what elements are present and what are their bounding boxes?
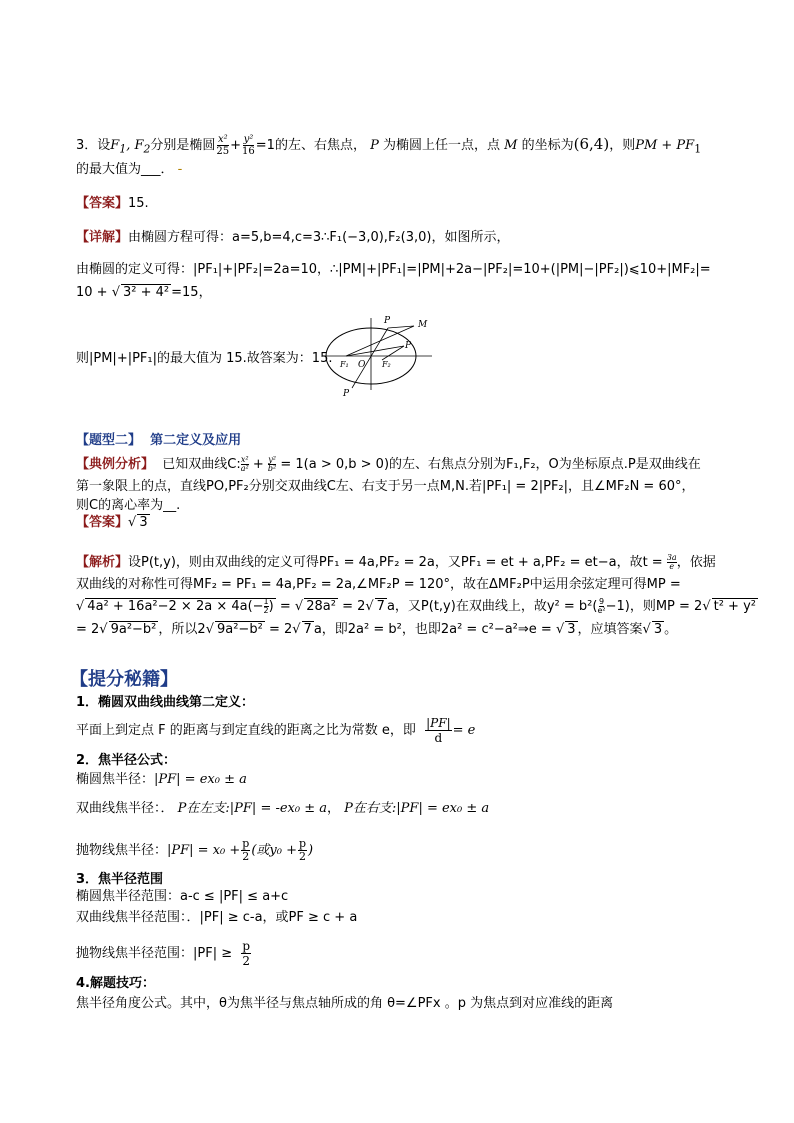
- text: 的左、右焦点，: [274, 138, 366, 153]
- text: 双曲线的对称性可得MF₂ = PF₁ = 4a,PF₂ = 2a,∠MF₂P = 120°，故在ΔMF₂P中运用余弦定理可得MP =: [76, 577, 681, 592]
- coordinate: (6,4): [573, 135, 610, 153]
- denominator: 2: [242, 850, 250, 863]
- text: 由椭圆的定义可得：|PF₁|+|PF₂|=2a=10，∴|PM|+|PF₁|=|PM|+2a−|PF₂|=10+(|PM|−|PF₂|)⩽10+|MF₂|=: [76, 262, 711, 277]
- denominator: 2: [263, 606, 269, 615]
- answer-label: 【答案】: [76, 515, 129, 530]
- fraction-x: [241, 456, 249, 473]
- secrets-heading: 【提分秘籍】: [70, 669, 178, 690]
- radicand: 3² + 4²: [123, 285, 170, 300]
- s3-title: 3．焦半径范围: [76, 872, 164, 887]
- denominator: a²: [240, 464, 249, 473]
- fraction: [667, 554, 677, 571]
- s4-title: 4.解题技巧：: [76, 976, 155, 991]
- radicand: 9a²−b²: [216, 622, 263, 637]
- text: 则|PM|+|PF₁|的最大值为 15.故答案为：15.: [76, 351, 333, 366]
- text: 。: [664, 622, 678, 637]
- ellipse-figure: [322, 310, 434, 400]
- denominator: b²: [267, 464, 277, 473]
- numerator: x²: [217, 134, 228, 145]
- denominator: 25: [216, 146, 230, 157]
- fraction-y: [268, 456, 276, 473]
- s2-ellipse: [76, 770, 247, 790]
- denominator: e: [669, 562, 675, 571]
- denominator: 2: [242, 954, 251, 968]
- s1-title: 1．椭圆双曲线曲线第二定义：: [76, 695, 255, 710]
- text: 双曲线焦半径：．: [76, 801, 174, 816]
- radicand: 4a² + 16a²−2 × 2a × 4a(−: [87, 599, 264, 614]
- s1-text: [76, 716, 475, 745]
- answer-line: [76, 194, 149, 214]
- formula-left: P在左支:|PF| = -ex₀ ± a: [177, 801, 328, 816]
- s4-text: 焦半径角度公式。其中，θ为焦半径与焦点轴所成的角 θ=∠PFx 。p 为焦点到对应准线的距离: [76, 996, 614, 1011]
- formula: (或y₀ +: [251, 843, 297, 858]
- numerator: p: [298, 837, 307, 850]
- radicand: 7: [303, 622, 312, 637]
- detail-line4: [76, 349, 332, 369]
- formula-right: P在右支:|PF| = ex₀ ± a: [344, 801, 490, 816]
- s2-hyperbola: [76, 799, 489, 819]
- type-2-heading: [76, 431, 241, 451]
- denominator: 16: [242, 146, 255, 157]
- text: ，所以2: [158, 622, 206, 637]
- s2-parabola: [76, 838, 313, 863]
- expression: PM + PF: [635, 138, 695, 153]
- analysis-line1: [76, 553, 716, 573]
- detail-line2: [76, 260, 711, 280]
- fraction-p2: [241, 838, 250, 863]
- answer-value: 3: [139, 515, 148, 530]
- text: 椭圆焦半径：: [76, 772, 155, 787]
- point-m: M: [504, 138, 518, 153]
- text: = 1(a > 0,b > 0)的左、右焦点分别为F₁,F₂，O为坐标原点.P是双曲线在: [280, 457, 701, 472]
- s3-parabola: [76, 939, 252, 968]
- text: 为椭圆上任一点，点: [383, 138, 501, 153]
- text: 分别是椭圆: [150, 138, 216, 153]
- focus-f: F: [110, 138, 120, 153]
- fraction-x: [216, 134, 229, 157]
- question-3-line2: [76, 160, 182, 180]
- type-label: 【题型二】: [76, 433, 142, 448]
- figure-label-o: O: [358, 360, 366, 370]
- s3-ellipse: 椭圆焦半径范围：a-c ≤ |PF| ≤ a+c: [76, 889, 289, 904]
- answer-value: 15.: [128, 196, 149, 211]
- text: ，则: [609, 138, 636, 153]
- numerator: y²: [243, 134, 254, 145]
- text: =: [279, 599, 291, 614]
- radicand: 7: [376, 599, 385, 614]
- radicand: t² + y²: [713, 599, 756, 614]
- radicand: 3: [653, 622, 663, 637]
- text: 已知双曲线C:: [162, 457, 241, 472]
- text: ，应填答案: [577, 622, 643, 637]
- example-label: 【典例分析】: [76, 457, 155, 472]
- text: = e: [452, 723, 476, 738]
- text: 的最大值为___．: [76, 162, 174, 177]
- analysis-line3: √ 4a² + 16a²−2 × 2a × 4a(− $\frac{1}{2}$ ) = √ 28a² = 2√ 7 a，又P(t,y)在双曲线上，故y² = b²( $\frac{9}{\text{e²}}$ −1)，则MP = 2√ t² + y²: [76, 597, 756, 615]
- fraction-pf-d: [425, 716, 452, 745]
- text: 则C的离心率为__.: [76, 498, 181, 513]
- figure-label-p-top: P: [384, 316, 391, 326]
- text: = 2: [76, 622, 100, 637]
- s3-hyperbola: 双曲线焦半径范围：．|PF| ≥ c-a，或PF ≥ c + a: [76, 910, 358, 925]
- text: =15，: [171, 285, 212, 300]
- numerator: p: [242, 837, 250, 850]
- text: 抛物线焦半径范围：|PF| ≥: [76, 946, 233, 961]
- figure-label-p-bottom: P: [343, 389, 350, 399]
- type-title: 第二定义及应用: [150, 433, 242, 448]
- radicand: 3: [567, 622, 576, 637]
- analysis-label: 【解析】: [76, 555, 129, 570]
- text: −1)，则MP = 2: [605, 599, 703, 614]
- detail-label: 【详解】: [76, 230, 129, 245]
- numerator: 1: [263, 597, 269, 606]
- example-line2: [76, 477, 695, 497]
- figure-label-m: M: [418, 320, 428, 330]
- detail-line3: 10 + √ 3² + 4² =15，: [76, 285, 212, 300]
- text: a，又P(t,y)在双曲线上，故y² = b²(: [386, 599, 598, 614]
- text: 的坐标为: [521, 138, 574, 153]
- question-3-line1: 3．设$F_1$, $F_2$分别是椭圆 $\frac{\text{x²}}{25}$ + $\frac{\text{y²}}{16}$ =1的左、右焦点， P 为椭圆上任一点，点 M 的坐标为(6,4)，则PM + $PF_1$: [76, 134, 702, 157]
- denominator: e²: [597, 606, 606, 615]
- focus-f: F: [134, 138, 144, 153]
- formula: |PF| = ex₀ ± a: [154, 772, 247, 787]
- point-p: P: [370, 138, 379, 153]
- numerator: y²: [268, 455, 276, 464]
- text: 第一象限上的点，直线PO,PF₂分别交双曲线C左、右支于另一点M,N.若|PF₁| = 2|PF₂|，且∠MF₂N = 60°，: [76, 479, 695, 494]
- text: ，: [327, 801, 341, 816]
- fraction-p2: [241, 939, 251, 968]
- text: 平面上到定点 F 的距离与到定直线的距离之比为常数 e，即: [76, 723, 416, 738]
- text: 设P(t,y)，则由双曲线的定义可得PF₁ = 4a,PF₂ = 2a，又PF₁ = et + a,PF₂ = et−a，故t =: [128, 555, 663, 570]
- radicand: 28a²: [306, 599, 336, 614]
- numerator: x²: [240, 455, 249, 464]
- fraction-p2: [298, 838, 307, 863]
- figure-label-f1: F₁: [340, 360, 349, 369]
- mark: -: [177, 162, 183, 177]
- analysis-line4: = 2√ 9a²−b² ，所以2√ 9a²−b² = 2√ 7 a，即2a² = b²，也即2a² = c²−a²⇒e = √ 3 ，应填答案√ 3 。: [76, 622, 678, 637]
- s2-title: 2．焦半径公式：: [76, 753, 177, 768]
- formula: |PF| = x₀ +: [167, 843, 241, 858]
- fraction-y: [242, 134, 255, 157]
- text: =1: [255, 138, 275, 153]
- text: ): [308, 843, 314, 858]
- detail-line1: [76, 228, 509, 248]
- numerator: p: [242, 939, 251, 953]
- text: 10 +: [76, 285, 108, 300]
- text: 由椭圆方程可得：a=5,b=4,c=3∴F₁(−3,0),F₂(3,0)，如图所示，: [128, 230, 510, 245]
- text: = 2: [342, 599, 366, 614]
- question-number: 3．设: [76, 138, 111, 153]
- figure-label-p-right: P: [405, 341, 412, 351]
- fraction: [597, 598, 605, 615]
- denominator: d: [434, 731, 443, 745]
- text: ，依据: [676, 555, 716, 570]
- denominator: 2: [299, 850, 306, 863]
- numerator: |PF|: [426, 716, 451, 730]
- text: a，即2a² = b²，也即2a² = c²−a²⇒e =: [313, 622, 552, 637]
- radicand: 9a²−b²: [110, 622, 157, 637]
- example-line1: 【典例分析】 已知双曲线C: $\frac{\text{x²}}{\text{a²}}$ + $\frac{\text{y²}}{\text{b²}}$ = 1(a > 0,b > 0)的左、右焦点分别为F₁,F₂，O为坐标原点.P是双曲线在: [76, 455, 701, 473]
- text: 抛物线焦半径：: [76, 843, 168, 858]
- analysis-line2: [76, 575, 681, 595]
- figure-label-f2: F₂: [382, 360, 391, 369]
- text: ): [268, 599, 274, 614]
- text: = 2: [268, 622, 293, 637]
- answer-2-line: 【答案】√ 3: [76, 515, 148, 530]
- numerator: 9: [598, 597, 605, 606]
- answer-label: 【答案】: [76, 196, 129, 211]
- numerator: 3a: [666, 553, 677, 562]
